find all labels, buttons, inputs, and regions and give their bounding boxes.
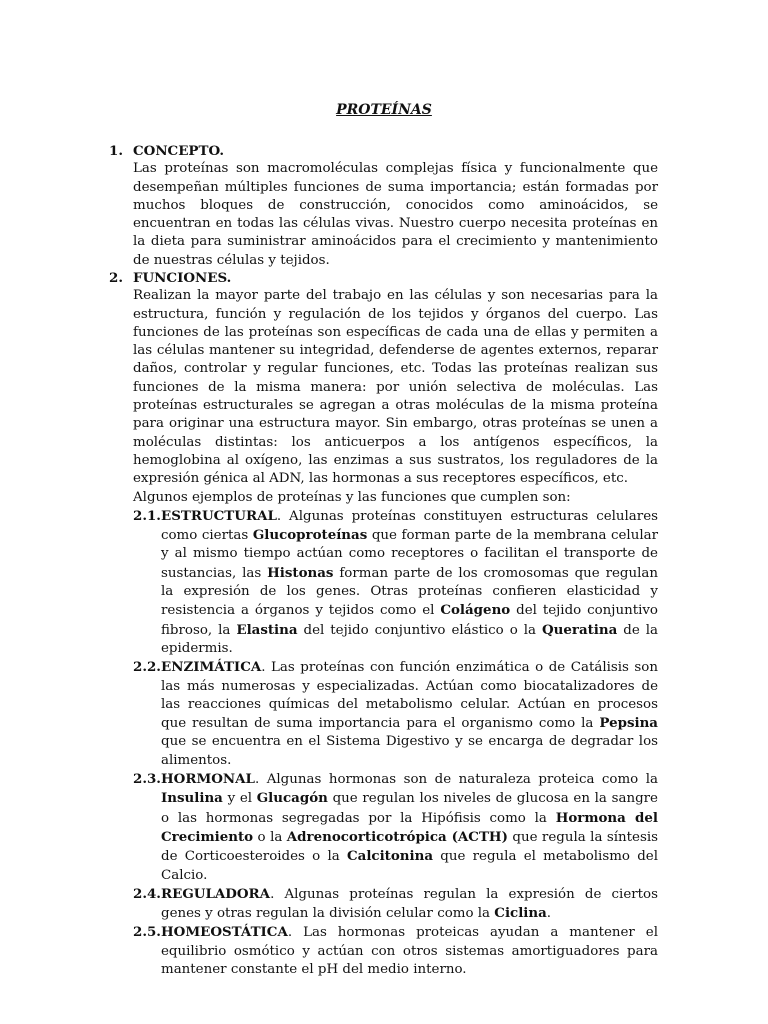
bold-term: Adrenocorticotrópica (ACTH) [286,828,508,845]
bold-term: HORMONAL [161,771,255,788]
bold-term: Colágeno [440,602,511,619]
text-run: . Las proteínas con función enzimática o de Catálisis son las más numerosas y especializadas. Actúan como biocatalizadores de las reacciones químicas del metabolismo celular. Actúan en procesos que resultan de suma importancia para el organismo como la [161,660,658,732]
page-title: PROTEÍNAS [336,102,432,118]
function-item [109,923,658,979]
bold-term: Glucoproteínas [252,527,368,544]
section-paragraph: Las proteínas son macromoléculas complejas física y funcionalmente que desempeñan múltiples funciones de suma importancia; están formadas por muchos bloques de construcción, conocidos como aminoácidos, se encuentran en todas las células vivas. Nuestro cuerpo necesita proteínas en la dieta para suministrar aminoácidos para el crecimiento y mantenimiento de nuestras células y tejidos. [133,161,658,268]
text-run: . Algunas proteínas constituyen estructuras celulares como ciertas [161,508,658,544]
section-number: 2. [109,270,123,286]
text-run: . Algunas proteínas regulan la expresión de ciertos genes y otras regulan la división celular como la [161,886,658,922]
function-item [109,770,658,885]
examples-intro: Algunos ejemplos de proteínas y las funciones que cumplen son: [133,489,571,505]
bold-term: Insulina [161,790,223,807]
bold-term: Ciclina [494,905,547,922]
bold-term: HOMEOSTÁTICA [161,924,288,941]
bold-term: Pepsina [599,715,658,732]
text-run: que regulan los niveles de glucosa en la sangre o las hormonas segregadas por la Hipófisis como la [161,791,658,826]
section-funciones [109,269,658,979]
bold-term: ENZIMÁTICA [161,659,262,676]
text-run: que regula la síntesis de Corticoesteroides o la [161,829,658,865]
text-run: . Las hormonas proteicas ayudan a mantener el equilibrio osmótico y actúan con otros sistemas amortiguadores para mantener constante el pH del medio interno. [161,925,658,977]
bold-term: Glucagón [256,790,328,807]
section-number: 1. [109,143,123,159]
item-text [161,925,658,977]
item-text [161,509,658,656]
item-number: 2.3. [133,771,161,788]
text-run: . [546,906,552,922]
item-text [161,772,658,882]
text-run: y el [222,791,257,807]
function-item [109,885,658,924]
text-run: forman parte de los cromosomas que regulan la expresión de los genes. Otras proteínas confieren elasticidad y resistencia a órganos y tejidos como el [161,565,658,619]
section-heading-text: CONCEPTO. [133,143,225,159]
item-number: 2.4. [133,885,161,902]
bold-term: ESTRUCTURAL [161,507,277,524]
section-heading-text: FUNCIONES. [133,270,232,286]
section-heading [109,142,658,160]
text-run: del tejido conjuntivo elástico o la [297,622,542,638]
section-paragraph: Realizan la mayor parte del trabajo en las células y son necesarias para la estructura, función y regulación de los tejidos y órganos del cuerpo. Las funciones de las proteínas son específicas de cada una de ellas y permiten a las células mantener su integridad, defenderse de agentes externos, reparar daños, controlar y regular funciones, etc. Todas las proteínas realizan sus funciones de la misma manera: por unión selectiva de moléculas. Las proteínas estructurales se agregan a otras moléculas de la misma proteína para originar una estructura mayor. Sin embargo, otras proteínas se unen a moléculas distintas: los anticuerpos a los antígenos específicos, la hemoglobina al oxígeno, las enzimas a sus sustratos, los reguladores de la expresión génica al ADN, las hormonas a sus receptores específicos, etc. [133,288,658,487]
text-run: de la epidermis. [161,622,659,656]
function-item [109,507,658,658]
item-number: 2.1. [133,507,161,524]
section-concepto [109,142,658,270]
section-heading [109,269,658,287]
item-number: 2.5. [133,924,161,941]
text-run: o la [253,829,287,845]
bold-term: Hormona del Crecimiento [161,809,658,845]
item-text [161,887,658,921]
text-run: del tejido conjuntivo fibroso, la [161,603,658,638]
item-number: 2.2. [133,659,161,676]
text-run: . Algunas hormonas son de naturaleza proteica como la [254,772,658,788]
bold-term: Queratina [541,621,618,638]
bold-term: Calcitonina [347,848,434,865]
bold-term: REGULADORA [161,885,271,902]
item-text [161,660,658,767]
text-run: que forman parte de la membrana celular y al mismo tiempo actúan como receptores o facilitan el transporte de sustancias, las [161,528,658,581]
text-run: que se encuentra en el Sistema Digestivo y se encarga de degradar los alimentos. [161,734,658,768]
bold-term: Histonas [267,564,334,581]
function-item [109,658,658,770]
text-run: que regula el metabolismo del Calcio. [161,849,659,883]
bold-term: Elastina [236,621,298,638]
